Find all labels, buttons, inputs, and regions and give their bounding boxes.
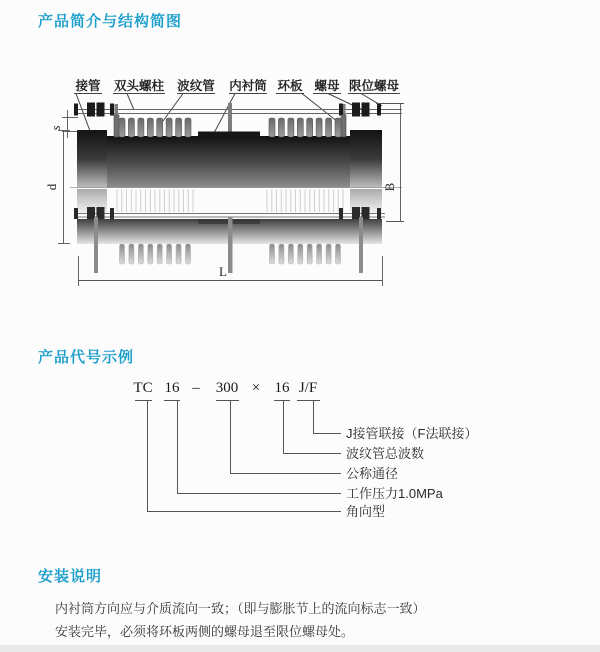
code-callout-lines xyxy=(135,401,341,512)
inner-liner-bar xyxy=(198,132,260,140)
explanation-wave-count: 波纹管总波数 xyxy=(346,446,425,461)
explanation-angular-type: 角向型 xyxy=(346,504,386,519)
label-bellows: 波纹管 xyxy=(177,79,215,93)
right-end-pipe xyxy=(350,130,382,188)
left-end-pipe xyxy=(77,130,107,188)
installation-notes xyxy=(55,597,555,643)
dim-label-d: d xyxy=(44,183,59,191)
bellows-inner-stripes-left xyxy=(117,190,193,213)
code-token-waves: 16 xyxy=(274,380,290,396)
code-token-type: TC xyxy=(133,380,153,396)
installation-line-1: 内衬筒方向应与介质流向一致；（即与膨胀节上的流向标志一致） xyxy=(55,601,426,616)
code-token-dash: – xyxy=(192,380,200,396)
product-code-diagram xyxy=(100,376,500,524)
dim-label-s: s xyxy=(48,125,63,131)
installation-line-2: 安装完毕，必须将环板两侧的螺母退至限位螺母处。 xyxy=(55,624,355,639)
section-heading-install: 安装说明 xyxy=(38,568,103,585)
code-token-times: × xyxy=(251,380,261,396)
code-token-connection: J/F xyxy=(298,380,318,396)
code-breakdown-drawing xyxy=(100,376,500,524)
code-explanations xyxy=(346,426,477,519)
code-tokens xyxy=(133,380,317,396)
bellows-convolutions-bottom-left xyxy=(120,244,191,264)
body-bottom-half xyxy=(74,189,385,273)
section-heading-code: 产品代号示例 xyxy=(38,349,135,366)
expansion-joint-drawing xyxy=(30,60,450,310)
structure-diagram xyxy=(30,60,450,310)
bellows-convolutions-bottom-right xyxy=(270,244,341,264)
main-shell xyxy=(107,136,350,188)
page-bottom-edge xyxy=(0,645,600,652)
part-labels xyxy=(74,78,399,93)
explanation-connection: J接管联接（F法联接） xyxy=(346,426,478,441)
bellows-convolutions-top-left xyxy=(119,118,191,137)
code-token-pressure: 16 xyxy=(164,380,180,396)
label-nut: 螺母 xyxy=(314,79,340,93)
dimension-s xyxy=(48,110,78,138)
ring-plate-left xyxy=(114,115,119,137)
explanation-working-pressure: 工作压力1.0MPa xyxy=(346,486,443,501)
explanation-nominal-diameter: 公称通径 xyxy=(346,466,399,481)
bellows-convolutions-top-right xyxy=(269,118,341,137)
code-token-diameter: 300 xyxy=(215,380,239,396)
section-heading-intro: 产品简介与结构简图 xyxy=(38,13,183,30)
ring-plate-right xyxy=(341,115,346,137)
label-ring-plate: 环板 xyxy=(277,79,303,93)
label-limit-nut: 限位螺母 xyxy=(348,79,400,93)
label-double-head-stud: 双头螺柱 xyxy=(113,79,165,93)
tie-rod-bottom xyxy=(75,214,385,218)
dim-label-L: L xyxy=(219,264,227,279)
dim-label-B: B xyxy=(382,182,397,192)
label-connecting-pipe: 接管 xyxy=(75,79,101,93)
dimension-d xyxy=(44,130,70,244)
label-inner-liner: 内衬筒 xyxy=(229,79,267,93)
bellows-inner-stripes-right xyxy=(267,190,343,213)
